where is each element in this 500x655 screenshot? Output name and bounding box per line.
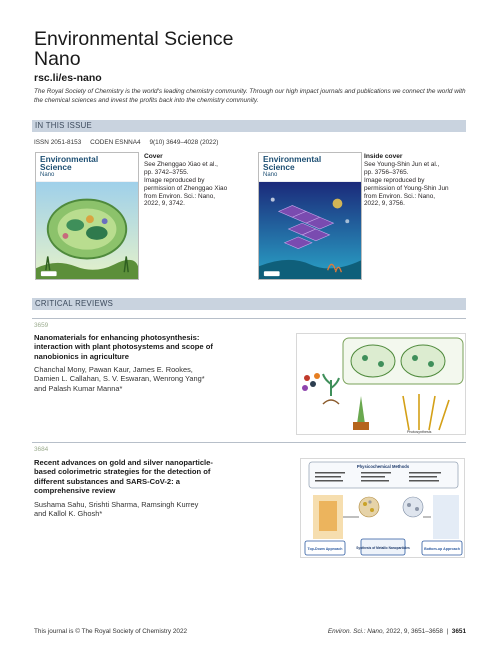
author-line: and Palash Kumar Manna* [34, 383, 123, 393]
footer-citation [328, 628, 466, 635]
article-page-link[interactable]: 3684 [34, 446, 49, 453]
issn: ISSN 2051-8153 [34, 139, 82, 146]
cover-title-line1: Environmental [40, 154, 99, 164]
cover-header [259, 153, 361, 181]
journal-title-line2: Nano [34, 48, 81, 70]
cover-title-line3: Nano [263, 171, 278, 178]
article-title-line: Nanomaterials for enhancing photosynthesis: [34, 333, 200, 342]
article-title-line: Recent advances on gold and silver nanoparticle- [34, 458, 213, 467]
footer-copyright: This journal is © The Royal Society of Chemistry 2022 [34, 628, 188, 635]
cover-caption-line: See Zhenggao Xiao et al., [144, 160, 218, 168]
cover-caption-line: 2022, 9, 3742. [144, 200, 185, 208]
toc-illustration [297, 334, 466, 435]
cover-image[interactable] [35, 152, 139, 280]
journal-url-link[interactable]: rsc.li/es-nano [34, 72, 102, 84]
article-title[interactable] [34, 333, 266, 361]
cover-caption-title: Cover [144, 153, 163, 160]
inside-cover-caption [364, 153, 464, 208]
article-authors [34, 365, 266, 393]
page-number: 3651 [451, 628, 466, 635]
inside-cover-image[interactable] [258, 152, 362, 280]
rsc-blurb: The Royal Society of Chemistry is the world's leading chemistry community. Through our high impact journals and publications we connect the world with the chemical sciences and invest the profits back into the chemistry community. [34, 88, 466, 104]
journal-title [34, 29, 233, 69]
author-line: Damien L. Callahan, S. V. Eswaran, Wenrong Yang* [34, 374, 205, 384]
cover-caption-line: from Environ. Sci.: Nano, [144, 192, 216, 200]
critical-reviews-heading: CRITICAL REVIEWS [35, 299, 114, 308]
article-title-line: based colorimetric strategies for the detection of [34, 467, 211, 477]
volume-pages: 9(10) 3649–4028 (2022) [149, 139, 219, 146]
author-line: Chanchal Mony, Pawan Kaur, James E. Rookes, [34, 365, 193, 374]
in-this-issue-heading: IN THIS ISSUE [35, 121, 93, 130]
cover-caption-line: pp. 3756–3765. [364, 168, 409, 176]
cover-title-line1: Environmental [263, 154, 322, 164]
graphic-center-box: Synthesis of Metallic Nanoparticles [356, 546, 410, 550]
journal-title-line1: Environmental Science [34, 28, 234, 50]
author-line: Sushama Sahu, Srishti Sharma, Ramsingh Kurrey [34, 500, 199, 509]
graphic-right-box: Bottom-up Approach [424, 547, 460, 551]
toc-illustration [301, 459, 465, 558]
cover-title-line2: Science [263, 161, 295, 172]
cover-caption-line: permission of Young-Shin Jun [364, 184, 449, 192]
toc-graphic-photosynthesis [296, 333, 466, 435]
toc-graphic-label: Photosynthesis [407, 430, 432, 434]
footer-journal: Environ. Sci.: Nano, [327, 628, 385, 635]
cover-caption-line: 2022, 9, 3756. [364, 200, 405, 208]
cover-caption-line: permission of Zhenggao Xiao [144, 184, 228, 192]
toc-graphic-nanoparticles [300, 458, 465, 558]
coden: CODEN ESNNA4 [90, 139, 141, 146]
article-page-link[interactable]: 3659 [34, 322, 49, 329]
cover-caption-line: Image reproduced by [144, 176, 205, 184]
cover-header [36, 153, 138, 181]
inside-cover-artwork [259, 181, 361, 280]
cover-caption-line: See Young-Shin Jun et al., [364, 160, 440, 168]
article-title-line: nanobionics in agriculture [34, 351, 129, 361]
article-title[interactable] [34, 458, 266, 496]
article-title-line: interaction with plant photosystems and scope of [34, 342, 213, 352]
cover-caption [144, 153, 244, 208]
cover-caption-line: pp. 3742–3755. [144, 168, 189, 176]
cover-caption-title: Inside cover [364, 153, 403, 160]
graphic-left-box: Top-Down Approach [307, 547, 343, 551]
author-line: and Kallol K. Ghosh* [34, 509, 103, 519]
issn-line [34, 139, 218, 146]
article-title-line: comprehensive review [34, 486, 116, 496]
cover-journal-name [263, 156, 321, 179]
cover-journal-name [40, 156, 98, 179]
cover-title-line2: Science [40, 161, 72, 172]
cover-caption-line: from Environ. Sci.: Nano, [364, 192, 436, 200]
footer-separator: | [446, 628, 449, 635]
critical-reviews-bar [32, 298, 466, 310]
cover-artwork [36, 181, 138, 280]
graphic-header: Physicochemical Methods [356, 464, 410, 469]
article-authors [34, 500, 266, 519]
in-this-issue-bar [32, 120, 466, 132]
divider [32, 318, 466, 319]
cover-title-line3: Nano [40, 171, 55, 178]
footer-citation-text: 2022, 9, 3651–3658 [386, 628, 443, 635]
cover-caption-line: Image reproduced by [364, 176, 425, 184]
divider [32, 442, 466, 443]
article-title-line: different substances and SARS-CoV-2: a [34, 476, 180, 486]
